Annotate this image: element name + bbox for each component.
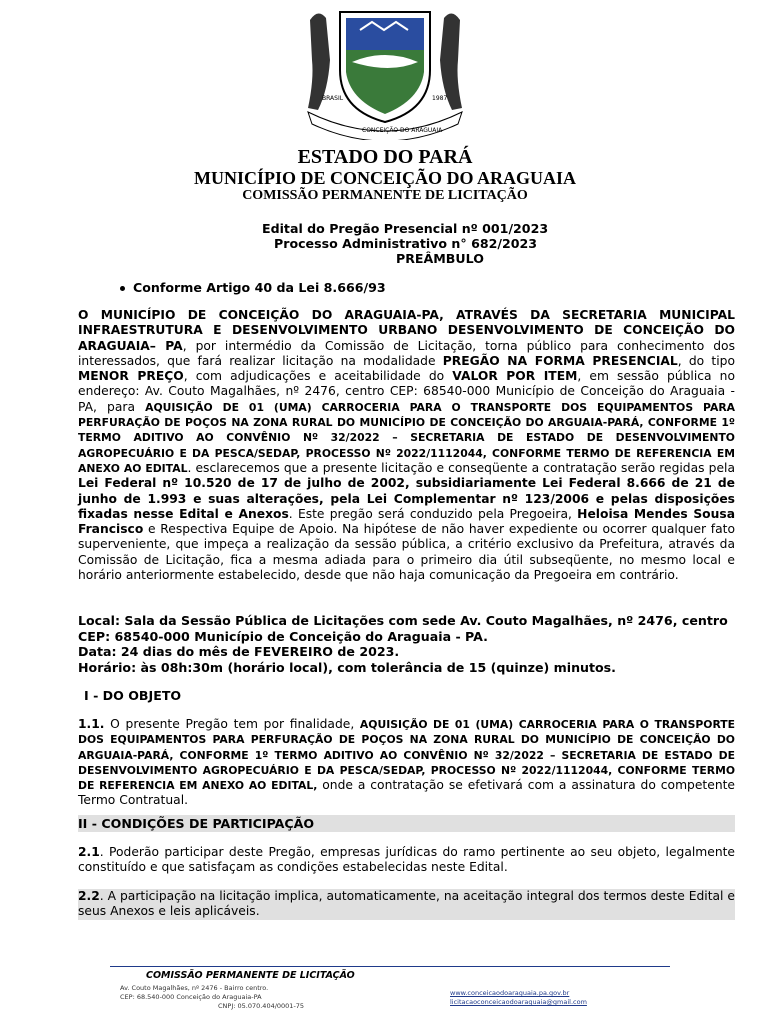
section-heading-participacao: II - CONDIÇÕES DE PARTICIPAÇÃO	[78, 815, 735, 832]
preamble-heading: PREÂMBULO	[396, 251, 484, 266]
municipality-title: MUNICÍPIO DE CONCEIÇÃO DO ARAGUAIA	[193, 168, 577, 188]
edital-header	[262, 221, 548, 266]
footer-email-link[interactable]: licitacaoconceicaodoaraguaia@gmail.com	[450, 998, 587, 1006]
edital-number: Edital do Pregão Presencial nº 001/2023	[262, 221, 549, 236]
session-date: Data: 24 dias do mês de FEVEREIRO de 2023.	[78, 644, 400, 659]
section-2-2-paragraph: 2.2. A participação na licitação implica, automaticamente, na aceitação integral dos termos deste Edital e seus Anexos e leis aplicáveis.	[78, 889, 735, 919]
bullet-item	[120, 280, 386, 295]
preamble-paragraph: O MUNICÍPIO DE CONCEIÇÃO DO ARAGUAIA-PA, ATRAVÉS DA SECRETARIA MUNICIPAL INFRAESTRUTURA E DESENVOLVIMENTO URBANO DESENVOLVIMENTO DE CONCEIÇÃO DO ARAGUAIA– PA, por intermédio da Comissão de Licitação, torna público para conhecimento dos interessados, que fará realizar licitação na modalidade PREGÃO NA FORMA PRESENCIAL, do tipo MENOR PREÇO, com adjudicações e aceitabilidade do VALOR POR ITEM, em sessão pública no endereço: Av. Couto Magalhães, nº 2476, centro CEP: 68540-000 Município de Conceição do Araguaia - PA, para AQUISIÇÃO DE 01 (UMA) CARROCERIA PARA O TRANSPORTE DOS EQUIPAMENTOS PARA PERFURAÇÃO DE POÇOS NA ZONA RURAL DO MUNICÍPIO DE CONCEIÇÃO DO ARGUAIA-PARÁ, CONFORME 1º TERMO ADITIVO AO CONVÊNIO Nº 32/2022 – SECRETARIA DE ESTADO DE DESENVOLVIMENTO AGROPECUÁRIO E DA PESCA/SEDAP, PROCESSO Nº 2022/1112044, CONFORME TERMO DE REFERENCIA EM ANEXO AO EDITAL. esclarecemos que a presente licitação e conseqüente a contratação serão regidas pela Lei Federal nº 10.520 de 17 de julho de 2002, subsidiariamente Lei Federal 8.666 de 21 de junho de 1.993 e suas alterações, pela Lei Complementar nº 123/2006 e pelas disposições fixadas nesse Edital e Anexos. Este pregão será conduzido pela Pregoeira, Heloisa Mendes Sousa Francisco e Respectiva Equipe de Apoio. Na hipótese de não haver expediente ou ocorrer qualquer fato superveniente, que impeça a realização da sessão pública, a critério exclusivo da Prefeitura, através da Comissão de Licitação, fica a mesma adiada para o primeiro dia útil subseqüente, no mesmo local e horário anteriormente estabelecido, desde que não haja comunicação da Pregoeira em contrário.	[78, 308, 736, 583]
footer-title: COMISSÃO PERMANENTE DE LICITAÇÃO	[146, 970, 355, 981]
section-heading-objeto: I - DO OBJETO	[84, 688, 182, 703]
crest-text-bottom: CONCEIÇÃO DO ARAGUAIA	[362, 127, 443, 134]
municipal-coat-of-arms	[300, 0, 470, 140]
footer-address: Av. Couto Magalhães, nº 2476 - Bairro centro.	[120, 984, 269, 992]
session-location: Local: Sala da Sessão Pública de Licitações com sede Av. Couto Magalhães, nº 2476, centro CEP: 68540-000 Município de Conceição do Araguaia - PA.	[78, 613, 728, 644]
page-footer	[110, 962, 670, 1024]
crest-year: 1987	[432, 95, 448, 102]
bullet-dot	[120, 286, 125, 291]
commission-title: COMISSÃO PERMANENTE DE LICITAÇÃO	[242, 188, 528, 203]
footer-rule	[110, 966, 670, 967]
footer-cep: CEP: 68.540-000 Conceição do Araguaia-PA	[120, 993, 262, 1001]
crest-text-top: BRASIL	[322, 95, 344, 102]
footer-website-link[interactable]: www.conceicaodoaraguaia.pa.gov.br	[450, 989, 570, 997]
process-number: Processo Administrativo n° 682/2023	[274, 236, 538, 251]
section-1-paragraph: 1.1. O presente Pregão tem por finalidade, AQUISIÇÃO DE 01 (UMA) CARROCERIA PARA O TRANSPORTE DOS EQUIPAMENTOS PARA PERFURAÇÃO DE POÇOS NA ZONA RURAL DO MUNICÍPIO DE CONCEIÇÃO DO ARGUAIA-PARÁ, CONFORME 1º TERMO ADITIVO AO CONVÊNIO Nº 32/2022 – SECRETARIA DE ESTADO DE DESENVOLVIMENTO AGROPECUÁRIO E DA PESCA/SEDAP, PROCESSO Nº 2022/1112044, CONFORME TERMO DE REFERENCIA EM ANEXO AO EDITAL, onde a contratação se efetivará com a assinatura do competente Termo Contratual.	[78, 717, 736, 808]
state-title: ESTADO DO PARÁ	[297, 146, 473, 168]
footer-cnpj: CNPJ: 05.070.404/0001-75	[218, 1002, 305, 1010]
bullet-text: Conforme Artigo 40 da Lei 8.666/93	[133, 280, 386, 295]
session-info	[78, 613, 735, 675]
section-2-1-paragraph: 2.1. Poderão participar deste Pregão, empresas jurídicas do ramo pertinente ao seu objeto, legalmente constituído e que satisfaçam as condições estabelecidas neste Edital.	[78, 845, 735, 875]
session-time: Horário: às 08h:30m (horário local), com tolerância de 15 (quinze) minutos.	[78, 659, 616, 675]
